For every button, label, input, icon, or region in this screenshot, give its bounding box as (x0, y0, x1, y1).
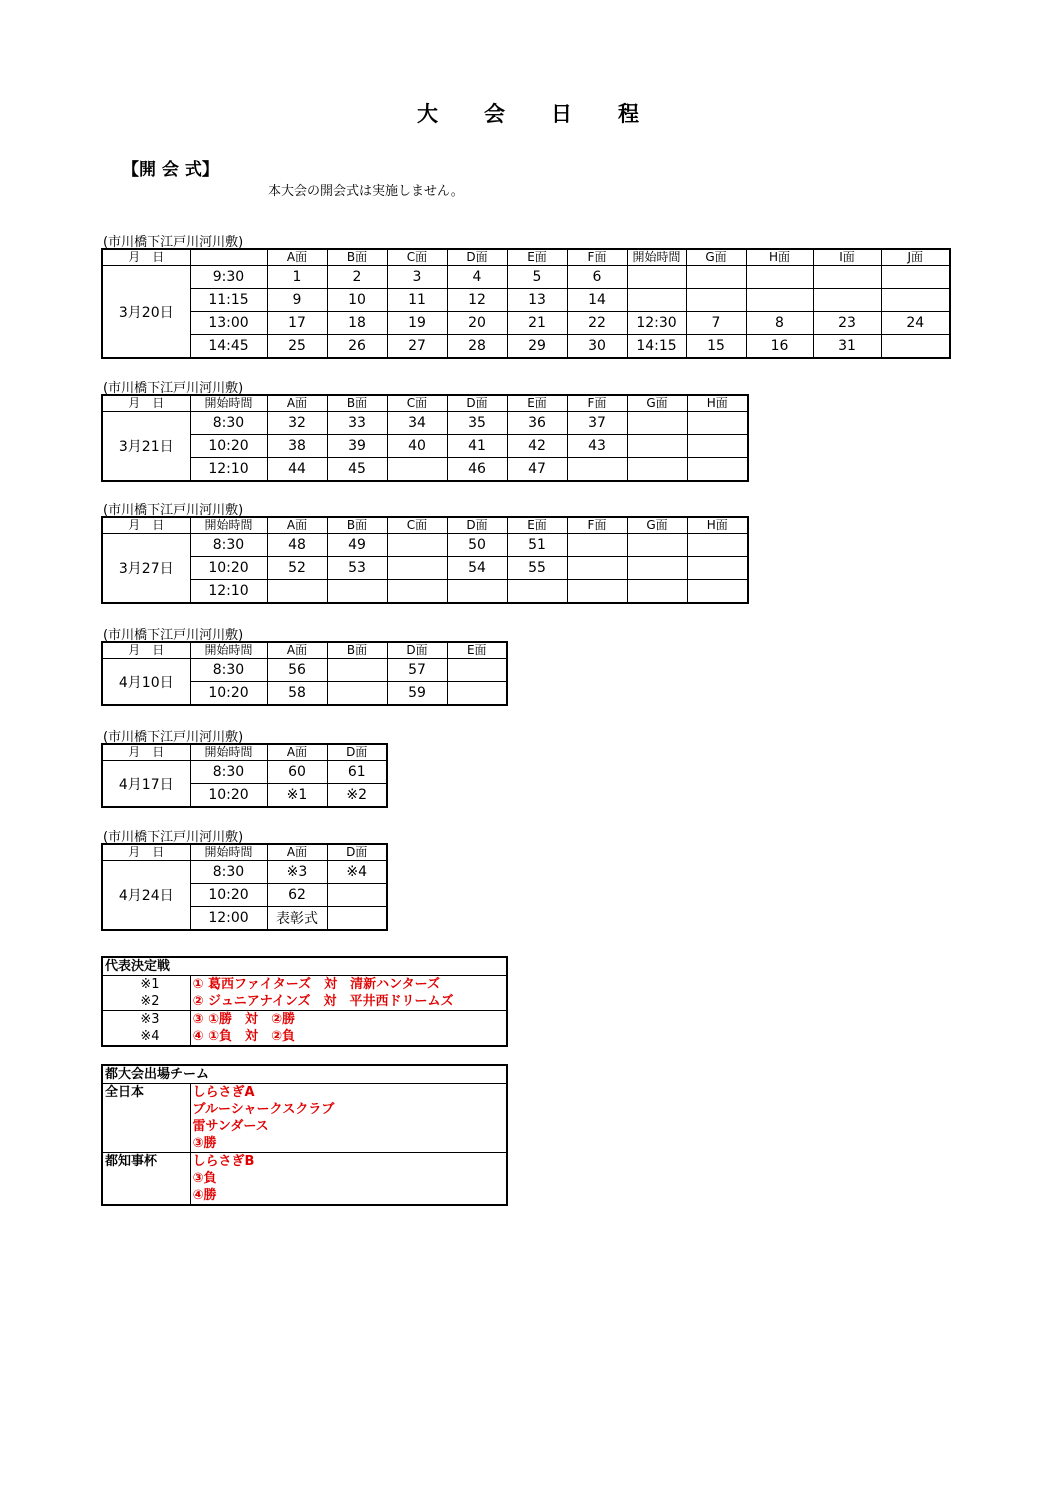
game-cell (687, 534, 748, 557)
team-name: しらさぎA (192, 1085, 255, 1100)
time-cell: 10:20 (190, 784, 267, 808)
note-mark-4: ※4 (140, 1029, 160, 1044)
game-cell: 17 (267, 312, 327, 335)
header-court: B面 (327, 395, 387, 412)
match-3: ③ ①勝 対 ②勝 (192, 1012, 296, 1027)
header-court: E面 (447, 642, 507, 659)
header-court: D面 (387, 642, 447, 659)
time-cell: 8:30 (190, 659, 267, 682)
time-cell: 12:10 (190, 458, 267, 482)
game-cell (687, 557, 748, 580)
header-court: G面 (627, 395, 687, 412)
game-cell: ※4 (327, 861, 387, 884)
schedule-table-0410 (101, 641, 508, 706)
note-text (190, 976, 507, 1011)
note-mark-3: ※3 (140, 1012, 160, 1027)
game-cell: 4 (447, 266, 507, 289)
game-cell: 12 (447, 289, 507, 312)
game-cell (627, 534, 687, 557)
header-court: F面 (567, 249, 627, 266)
time-cell: 13:00 (190, 312, 267, 335)
game-cell (627, 412, 687, 435)
representative-table (101, 956, 508, 1047)
date-cell: 3月21日 (102, 412, 190, 482)
game-cell: 14 (567, 289, 627, 312)
header-court: B面 (327, 249, 387, 266)
game-cell: 16 (746, 335, 813, 359)
header-court: A面 (267, 642, 327, 659)
header-court: H面 (687, 395, 748, 412)
game-cell: 6 (567, 266, 627, 289)
game-cell: 9 (267, 289, 327, 312)
metro-heading: 都大会出場チーム (102, 1065, 507, 1084)
time-cell: 14:15 (627, 335, 686, 359)
match-1: ① 葛西ファイターズ 対 清新ハンターズ (192, 977, 440, 992)
header-court: C面 (387, 395, 447, 412)
game-cell (567, 557, 627, 580)
time-cell: 14:45 (190, 335, 267, 359)
header-court: A面 (267, 395, 327, 412)
game-cell: 39 (327, 435, 387, 458)
header-court: F面 (567, 395, 627, 412)
game-cell: 49 (327, 534, 387, 557)
header-court: A面 (267, 744, 327, 761)
time-cell: 8:30 (190, 534, 267, 557)
game-cell: 48 (267, 534, 327, 557)
header-date: 月 日 (102, 844, 190, 861)
game-cell: 22 (567, 312, 627, 335)
header-time: 開始時間 (190, 395, 267, 412)
time-cell (627, 266, 686, 289)
venue-label: (市川橋下江戸川河川敷) (103, 628, 244, 643)
header-court: B面 (327, 517, 387, 534)
game-cell (627, 580, 687, 604)
game-cell: 53 (327, 557, 387, 580)
game-cell (881, 289, 950, 312)
team-name: ③勝 (192, 1136, 217, 1151)
game-cell (387, 534, 447, 557)
header-court: I面 (813, 249, 881, 266)
game-cell (387, 557, 447, 580)
game-cell: 25 (267, 335, 327, 359)
header-court: H面 (746, 249, 813, 266)
game-cell: 3 (387, 266, 447, 289)
header-date: 月 日 (102, 395, 190, 412)
game-cell (881, 266, 950, 289)
team-name: ブルーシャークスクラブ (192, 1102, 335, 1117)
header-court: A面 (267, 249, 327, 266)
header-time: 開始時間 (190, 517, 267, 534)
game-cell (327, 907, 387, 931)
header-court: J面 (881, 249, 950, 266)
game-cell: 27 (387, 335, 447, 359)
title-char: 日 (551, 102, 574, 126)
game-cell: 54 (447, 557, 507, 580)
team-name: 雷サンダース (192, 1119, 269, 1134)
game-cell: 41 (447, 435, 507, 458)
header-court: A面 (267, 844, 327, 861)
match-2: ② ジュニアナインズ 対 平井西ドリームズ (192, 994, 454, 1009)
game-cell: 43 (567, 435, 627, 458)
game-cell: 37 (567, 412, 627, 435)
header-date: 月 日 (102, 517, 190, 534)
game-cell: 61 (327, 761, 387, 784)
game-cell (686, 289, 746, 312)
game-cell (387, 458, 447, 482)
game-cell: 24 (881, 312, 950, 335)
time-cell: 10:20 (190, 884, 267, 907)
date-cell: 4月17日 (102, 761, 190, 808)
game-cell: 55 (507, 557, 567, 580)
header-court: A面 (267, 517, 327, 534)
time-cell: 10:20 (190, 682, 267, 706)
note-mark-1: ※1 (140, 977, 160, 992)
header-court: B面 (327, 642, 387, 659)
header-court: C面 (387, 517, 447, 534)
game-cell: 34 (387, 412, 447, 435)
header-court: C面 (387, 249, 447, 266)
header-court: D面 (447, 395, 507, 412)
game-cell (627, 557, 687, 580)
game-cell: 57 (387, 659, 447, 682)
venue-label: (市川橋下江戸川河川敷) (103, 830, 244, 845)
game-cell (687, 580, 748, 604)
game-cell: ※3 (267, 861, 327, 884)
game-cell: 18 (327, 312, 387, 335)
header-court: E面 (507, 517, 567, 534)
header-court: G面 (686, 249, 746, 266)
game-cell: 19 (387, 312, 447, 335)
representative-heading: 代表決定戦 (102, 957, 507, 976)
game-cell: 7 (686, 312, 746, 335)
header-date: 月 日 (102, 249, 190, 266)
time-cell: 8:30 (190, 761, 267, 784)
group-label: 全日本 (102, 1084, 190, 1153)
game-cell: 44 (267, 458, 327, 482)
header-court: D面 (327, 844, 387, 861)
game-cell: 13 (507, 289, 567, 312)
game-cell (507, 580, 567, 604)
game-cell: 26 (327, 335, 387, 359)
game-cell (687, 435, 748, 458)
game-cell: 15 (686, 335, 746, 359)
game-cell: 38 (267, 435, 327, 458)
team-name: ④勝 (192, 1188, 217, 1203)
game-cell (687, 412, 748, 435)
game-cell (327, 580, 387, 604)
game-cell: 36 (507, 412, 567, 435)
game-cell: 1 (267, 266, 327, 289)
time-cell: 12:10 (190, 580, 267, 604)
venue-label: (市川橋下江戸川河川敷) (103, 730, 244, 745)
game-cell: 11 (387, 289, 447, 312)
time-cell: 11:15 (190, 289, 267, 312)
header-court: D面 (447, 249, 507, 266)
date-cell: 3月20日 (102, 266, 190, 359)
game-cell: 45 (327, 458, 387, 482)
header-time: 開始時間 (190, 744, 267, 761)
game-cell: 50 (447, 534, 507, 557)
header-time: 開始時間 (627, 249, 686, 266)
header-time (190, 249, 267, 266)
time-cell: 12:00 (190, 907, 267, 931)
ceremony-cell: 表彰式 (267, 907, 327, 931)
title-char: 程 (618, 102, 641, 126)
game-cell (327, 659, 387, 682)
group-teams (190, 1084, 507, 1153)
game-cell (267, 580, 327, 604)
schedule-table-0320 (101, 248, 951, 359)
time-cell: 8:30 (190, 412, 267, 435)
game-cell (567, 534, 627, 557)
game-cell: 40 (387, 435, 447, 458)
header-date: 月 日 (102, 744, 190, 761)
game-cell: 58 (267, 682, 327, 706)
game-cell (327, 682, 387, 706)
header-court: D面 (447, 517, 507, 534)
game-cell: 46 (447, 458, 507, 482)
date-cell: 3月27日 (102, 534, 190, 604)
game-cell: 29 (507, 335, 567, 359)
group-label: 都知事杯 (102, 1153, 190, 1206)
header-court: F面 (567, 517, 627, 534)
game-cell: 8 (746, 312, 813, 335)
date-cell: 4月10日 (102, 659, 190, 706)
header-time: 開始時間 (190, 844, 267, 861)
game-cell (567, 580, 627, 604)
metro-teams-table (101, 1064, 508, 1206)
venue-label: (市川橋下江戸川河川敷) (103, 381, 244, 396)
time-cell (627, 289, 686, 312)
time-cell: 12:30 (627, 312, 686, 335)
game-cell: 32 (267, 412, 327, 435)
game-cell: 35 (447, 412, 507, 435)
game-cell: 60 (267, 761, 327, 784)
time-cell: 10:20 (190, 557, 267, 580)
game-cell (813, 266, 881, 289)
time-cell: 9:30 (190, 266, 267, 289)
game-cell: 33 (327, 412, 387, 435)
game-cell (881, 335, 950, 359)
note-mark-2: ※2 (140, 994, 160, 1009)
game-cell: 51 (507, 534, 567, 557)
game-cell: 23 (813, 312, 881, 335)
game-cell (813, 289, 881, 312)
game-cell (447, 682, 507, 706)
group-teams (190, 1153, 507, 1206)
game-cell (687, 458, 748, 482)
date-cell: 4月24日 (102, 861, 190, 931)
game-cell: 10 (327, 289, 387, 312)
schedule-table-0424 (101, 843, 388, 931)
ceremony-heading: 【開 会 式】 (122, 160, 219, 180)
schedule-table-0327 (101, 516, 749, 604)
game-cell: 2 (327, 266, 387, 289)
header-date: 月 日 (102, 642, 190, 659)
game-cell (387, 580, 447, 604)
game-cell: 28 (447, 335, 507, 359)
game-cell: ※1 (267, 784, 327, 808)
game-cell: 5 (507, 266, 567, 289)
venue-label: (市川橋下江戸川河川敷) (103, 503, 244, 518)
header-court: G面 (627, 517, 687, 534)
game-cell: 52 (267, 557, 327, 580)
game-cell: 62 (267, 884, 327, 907)
game-cell (627, 435, 687, 458)
time-cell: 10:20 (190, 435, 267, 458)
note-mark (102, 1011, 190, 1047)
note-text (190, 1011, 507, 1047)
header-court: H面 (687, 517, 748, 534)
game-cell: 47 (507, 458, 567, 482)
header-court: E面 (507, 249, 567, 266)
schedule-table-0321 (101, 394, 749, 482)
game-cell (686, 266, 746, 289)
schedule-table-0417 (101, 743, 388, 808)
game-cell: ※2 (327, 784, 387, 808)
header-court: D面 (327, 744, 387, 761)
team-name: ③負 (192, 1171, 217, 1186)
game-cell (746, 289, 813, 312)
header-court: E面 (507, 395, 567, 412)
game-cell: 30 (567, 335, 627, 359)
game-cell: 20 (447, 312, 507, 335)
game-cell: 21 (507, 312, 567, 335)
match-4: ④ ①負 対 ②負 (192, 1029, 296, 1044)
ceremony-note: 本大会の開会式は実施しません。 (268, 184, 464, 199)
game-cell (746, 266, 813, 289)
game-cell (447, 580, 507, 604)
time-cell: 8:30 (190, 861, 267, 884)
game-cell: 56 (267, 659, 327, 682)
page-title (0, 98, 1058, 128)
game-cell (567, 458, 627, 482)
game-cell: 42 (507, 435, 567, 458)
title-char: 大 (417, 102, 440, 126)
game-cell: 59 (387, 682, 447, 706)
game-cell (627, 458, 687, 482)
header-time: 開始時間 (190, 642, 267, 659)
game-cell (447, 659, 507, 682)
venue-label: (市川橋下江戸川河川敷) (103, 235, 244, 250)
title-char: 会 (484, 102, 507, 126)
note-mark (102, 976, 190, 1011)
game-cell: 31 (813, 335, 881, 359)
team-name: しらさぎB (192, 1154, 255, 1169)
game-cell (327, 884, 387, 907)
